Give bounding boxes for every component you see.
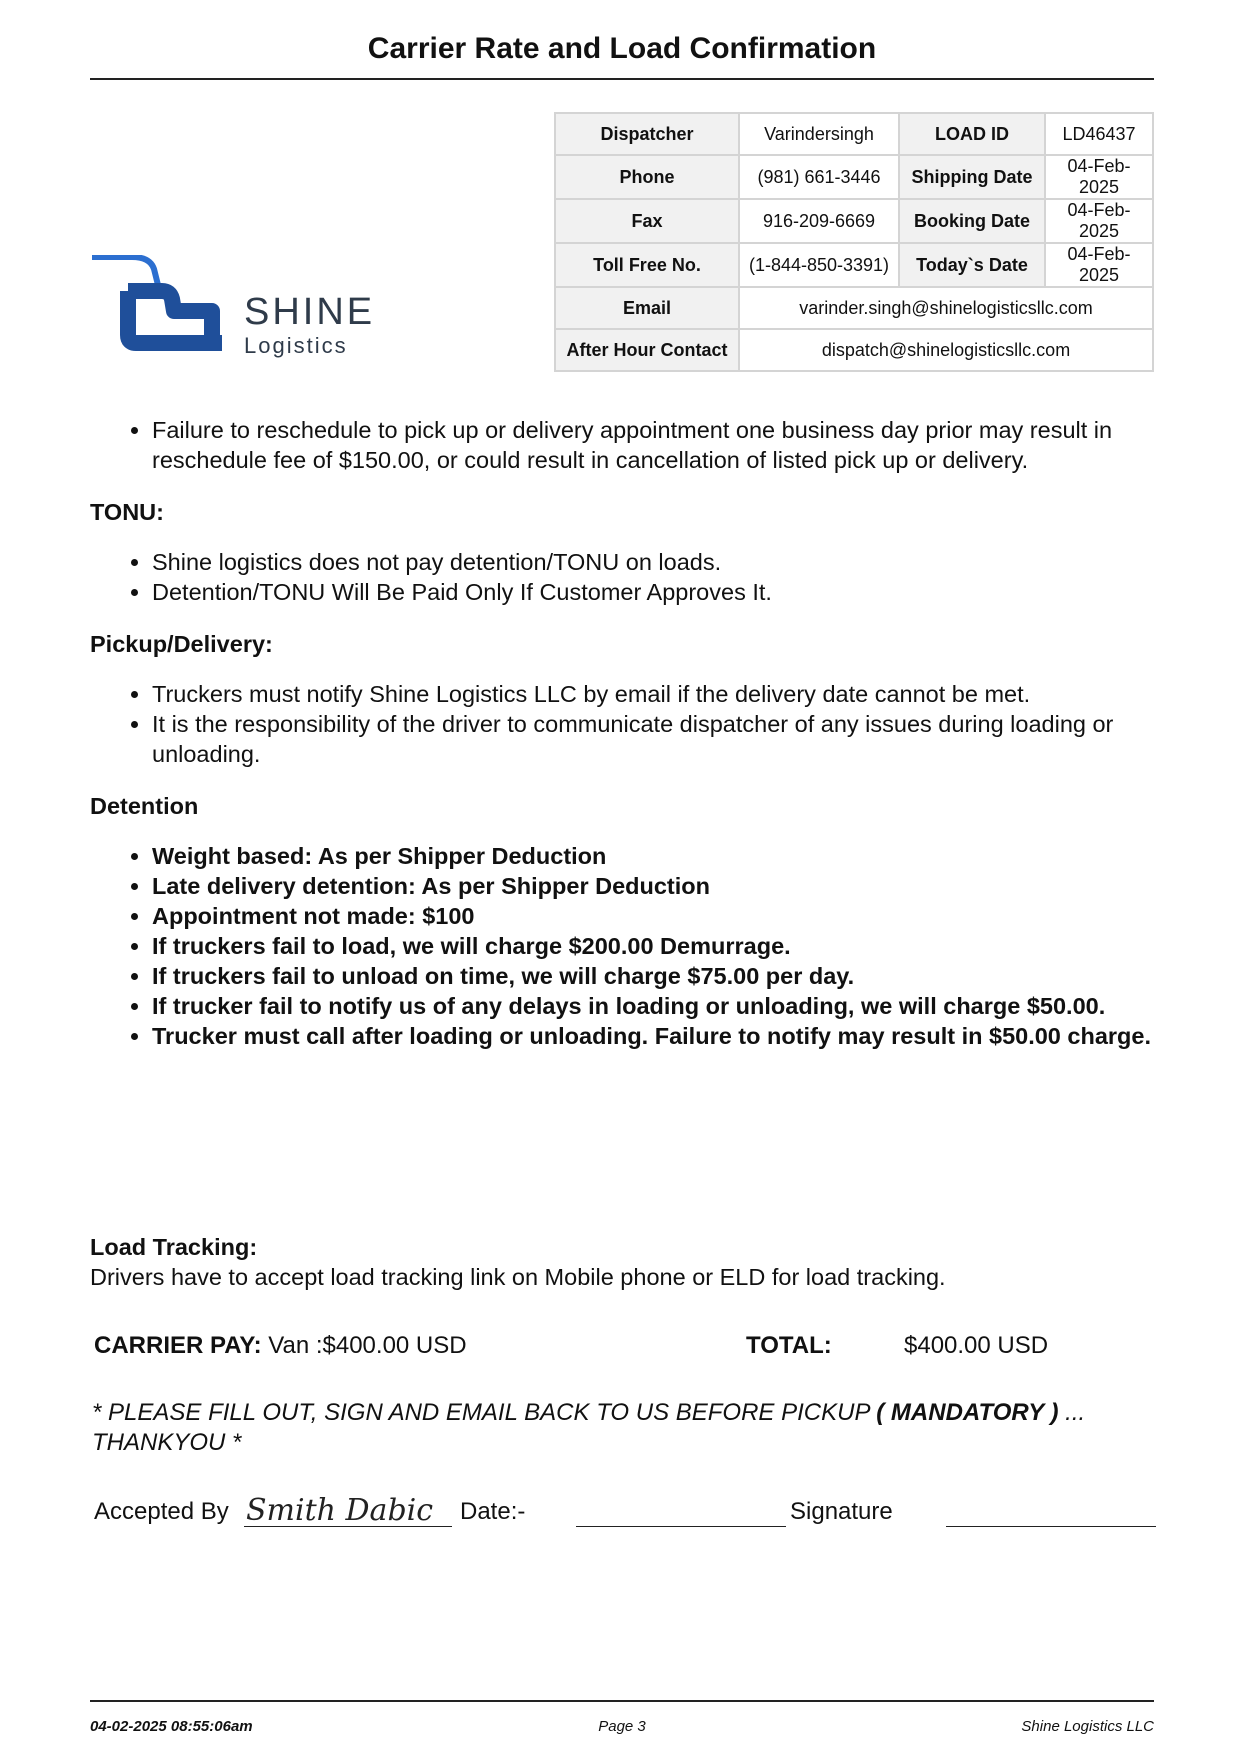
list-item: • Weight based: As per Shipper Deduction — [152, 841, 1154, 871]
phone-value: (981) 661-3446 — [739, 155, 899, 199]
list-item: • Trucker must call after loading or unloading. Failure to notify may result in $50.00 charge. — [152, 1021, 1154, 1051]
table-row — [555, 287, 1153, 329]
title-divider — [90, 78, 1154, 80]
after-hour-label: After Hour Contact — [555, 329, 739, 371]
todays-date-value: 04-Feb-2025 — [1045, 243, 1153, 287]
shine-logo-icon — [92, 255, 242, 355]
load-info-table — [554, 112, 1154, 372]
email-label: Email — [555, 287, 739, 329]
dispatcher-label: Dispatcher — [555, 113, 739, 155]
company-logo — [92, 255, 392, 365]
fax-label: Fax — [555, 199, 739, 243]
notice-close-paren: ) — [1043, 1399, 1059, 1426]
pay-row — [94, 1332, 1154, 1360]
notice-text-after: ... THANKYOU * — [92, 1399, 1086, 1456]
email-value: varinder.singh@shinelogisticsllc.com — [739, 287, 1153, 329]
handwritten-signature — [244, 1490, 452, 1526]
todays-date-label: Today`s Date — [899, 243, 1045, 287]
list-item: • If truckers fail to load, we will charge $200.00 Demurrage. — [152, 931, 1154, 961]
date-field[interactable] — [576, 1526, 786, 1527]
load-tracking-text: Drivers have to accept load tracking link on Mobile phone or ELD for load tracking. — [90, 1264, 946, 1290]
list-item: • Appointment not made: $100 — [152, 901, 1154, 931]
logo-subtitle: Logistics — [244, 333, 348, 358]
list-item: • If truckers fail to unload on time, we will charge $75.00 per day. — [152, 961, 1154, 991]
list-item: • Late delivery detention: As per Shipper Deduction — [152, 871, 1154, 901]
fax-value: 916-209-6669 — [739, 199, 899, 243]
shipping-date-value: 04-Feb-2025 — [1045, 155, 1153, 199]
detention-list — [90, 841, 1154, 1051]
dispatcher-value: Varindersingh — [739, 113, 899, 155]
table-row — [555, 155, 1153, 199]
signature-text: Smith Dabic — [246, 1493, 434, 1526]
list-item: • It is the responsibility of the driver to communicate dispatcher of any issues during loading or unloading. — [152, 709, 1154, 769]
acceptance-row — [94, 1490, 1158, 1540]
table-row — [555, 113, 1153, 155]
date-label: Date:- — [460, 1498, 526, 1525]
after-hour-value: dispatch@shinelogisticsllc.com — [739, 329, 1153, 371]
list-item: • Truckers must notify Shine Logistics LLC by email if the delivery date cannot be met. — [152, 679, 1154, 709]
shipping-date-label: Shipping Date — [899, 155, 1045, 199]
carrier-pay-value: Van :$400.00 USD — [268, 1332, 467, 1359]
list-item: • Shine logistics does not pay detention/TONU on loads. — [152, 547, 1154, 577]
notice-text-before: * PLEASE FILL OUT, SIGN AND EMAIL BACK TO US BEFORE PICKUP — [92, 1399, 877, 1426]
pickup-delivery-list — [90, 679, 1154, 769]
booking-date-label: Booking Date — [899, 199, 1045, 243]
mandatory-notice — [92, 1398, 1156, 1458]
carrier-pay-label: CARRIER PAY: — [94, 1332, 262, 1359]
signature-field[interactable] — [946, 1526, 1156, 1527]
logo-name: SHINE — [244, 291, 376, 333]
list-item: • Detention/TONU Will Be Paid Only If Customer Approves It. — [152, 577, 1154, 607]
notice-open-paren: ( — [876, 1399, 891, 1426]
pickup-delivery-heading: Pickup/Delivery: — [90, 631, 273, 657]
booking-date-value: 04-Feb-2025 — [1045, 199, 1153, 243]
tonu-heading: TONU: — [90, 499, 164, 525]
toll-free-label: Toll Free No. — [555, 243, 739, 287]
table-row — [555, 329, 1153, 371]
table-row — [555, 199, 1153, 243]
tonu-list — [90, 547, 1154, 607]
toll-free-value: (1-844-850-3391) — [739, 243, 899, 287]
accepted-by-label: Accepted By — [94, 1498, 229, 1525]
table-row — [555, 243, 1153, 287]
signature-label: Signature — [790, 1498, 893, 1525]
terms-sections — [90, 415, 1154, 1051]
footer-timestamp: 04-02-2025 08:55:06am — [90, 1718, 253, 1735]
detention-heading: Detention — [90, 793, 199, 819]
notice-mandatory: MANDATORY — [890, 1399, 1044, 1426]
load-id-value: LD46437 — [1045, 113, 1153, 155]
footer-page-number: Page 3 — [598, 1718, 646, 1735]
page-title: Carrier Rate and Load Confirmation — [367, 32, 877, 65]
list-item: • Failure to reschedule to pick up or delivery appointment one business day prior may result in reschedule fee of $150.00, or could result in cancellation of listed pick up or delivery. — [152, 415, 1154, 475]
load-id-label: LOAD ID — [899, 113, 1045, 155]
footer-company: Shine Logistics LLC — [1021, 1718, 1154, 1735]
reschedule-list — [90, 415, 1154, 475]
phone-label: Phone — [555, 155, 739, 199]
load-tracking-section — [90, 1232, 946, 1292]
load-tracking-heading: Load Tracking: — [90, 1234, 258, 1260]
accepted-by-signature-field[interactable] — [244, 1490, 452, 1527]
total-value: $400.00 USD — [904, 1332, 1049, 1359]
total-label: TOTAL: — [746, 1332, 832, 1359]
list-item: • If trucker fail to notify us of any delays in loading or unloading, we will charge $50.00. — [152, 991, 1154, 1021]
footer-divider — [90, 1700, 1154, 1702]
